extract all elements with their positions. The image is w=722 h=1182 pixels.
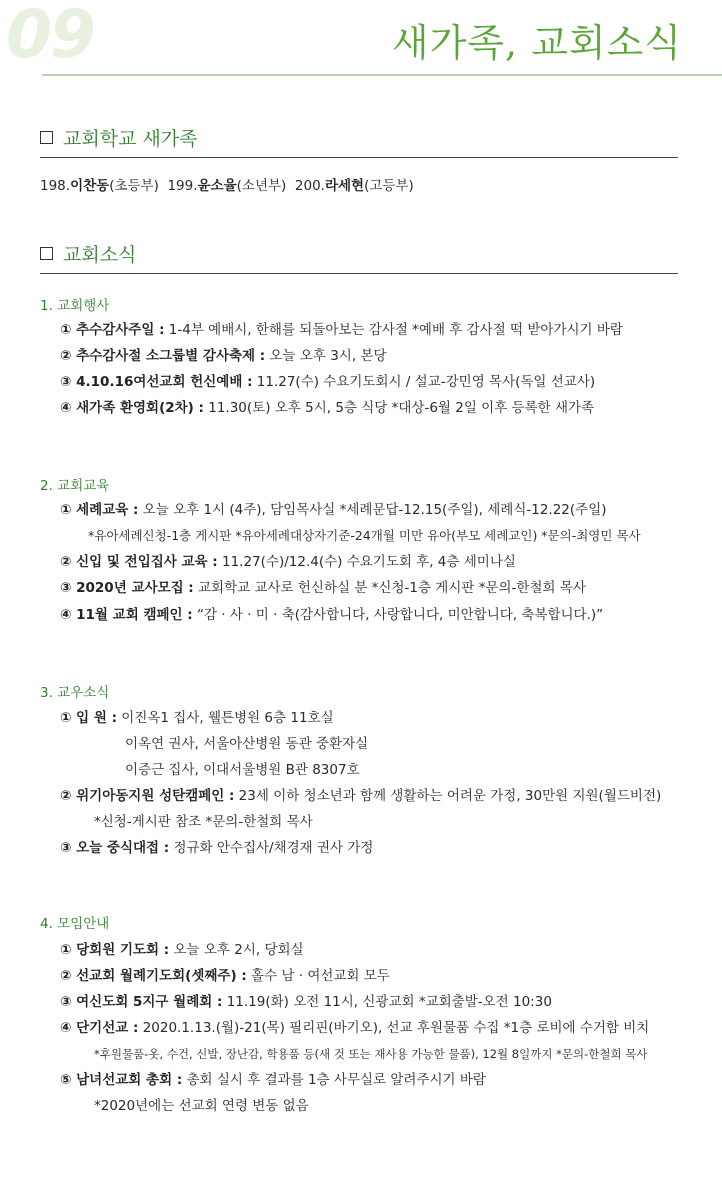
title-divider: [42, 74, 722, 76]
item-label: ② 선교회 월례기도회(셋째주) :: [60, 968, 247, 984]
member-dept: (고등부): [364, 178, 414, 194]
section-heading-news: [40, 240, 678, 274]
subsection-title-events: 1. 교회행사: [40, 298, 110, 314]
meeting-item: [60, 1070, 486, 1090]
item-text: 11.27(수)/12.4(수) 수요기도회 후, 4층 세미나실: [217, 554, 516, 570]
event-item: [60, 372, 595, 392]
education-item: [60, 552, 516, 572]
member-dept: (초등부): [109, 178, 159, 194]
event-item: [60, 346, 387, 366]
newfamily-list: [40, 176, 414, 196]
member-no: 200.: [294, 178, 325, 194]
subsection-title-members: 3. 교우소식: [40, 685, 110, 701]
item-label: ⑤ 남녀선교회 총회 :: [60, 1072, 183, 1088]
meeting-note: *후원물품-옷, 수건, 신발, 장난감, 학용품 등(새 것 또는 재사용 가능한 물품), 12월 8일까지 *문의-한철희 목사: [94, 1047, 648, 1061]
item-label: ② 추수감사절 소그룹별 감사축제 :: [60, 348, 266, 364]
education-item: [60, 500, 607, 520]
item-label: ② 위기아동지원 성탄캠페인 :: [60, 788, 235, 804]
item-text: 11.19(화) 오전 11시, 신광교회 *교회출발-오전 10:30: [222, 994, 552, 1010]
item-text: 오늘 오후 2시, 당회실: [169, 942, 304, 958]
item-text: 교회학교 교사로 헌신하실 분 *신청-1층 게시판 *문의-한철희 목사: [193, 580, 586, 596]
meeting-item: [60, 966, 390, 986]
page-number: 09: [6, 0, 94, 73]
checkbox-square-icon: [40, 131, 53, 144]
meeting-note: *2020년에는 선교회 연령 변동 없음: [94, 1098, 309, 1114]
item-label: ④ 단기선교 :: [60, 1020, 139, 1036]
item-label: ③ 오늘 중식대접 :: [60, 840, 170, 856]
education-note: *유아세례신청-1층 게시판 *유아세례대상자기준-24개월 미만 유아(부모 세례교인) *문의-최영민 목사: [88, 528, 641, 543]
item-text: 11.27(수) 수요기도회시 / 설교-강민영 목사(독일 선교사): [252, 374, 596, 390]
member-name: 라세현: [324, 178, 365, 194]
meeting-item: [60, 992, 552, 1012]
page-title: 새가족, 교회소식: [391, 21, 682, 65]
item-text: 2020.1.13.(월)-21(목) 필리핀(바기오), 선교 후원물품 수집 *1층 로비에 수거함 비치: [138, 1020, 650, 1036]
item-text: 정규화 안수집사/채경재 권사 가정: [169, 840, 374, 856]
subsection-title-education: 2. 교회교육: [40, 478, 110, 494]
item-text: 홀수 남 · 여선교회 모두: [246, 968, 390, 984]
item-label: ① 입 원 :: [60, 710, 118, 726]
item-label: ① 당회원 기도회 :: [60, 942, 170, 958]
member-no: 198.: [40, 178, 71, 194]
section-title: 교회학교 새가족: [63, 128, 198, 150]
checkbox-square-icon: [40, 247, 53, 260]
item-label: ③ 2020년 교사모집 :: [60, 580, 194, 596]
item-label: ② 신입 및 전입집사 교육 :: [60, 554, 218, 570]
event-item: [60, 398, 594, 418]
member-item: [60, 708, 334, 728]
item-label: ③ 4.10.16여선교회 헌신예배 :: [60, 374, 253, 390]
item-label: ④ 새가족 환영회(2차) :: [60, 400, 204, 416]
item-text: “감 · 사 · 미 · 축(감사합니다, 사랑합니다, 미안합니다, 축복합니다.)”: [192, 607, 604, 623]
member-item: [60, 786, 661, 806]
member-no: 199.: [167, 178, 198, 194]
education-item: [60, 578, 586, 598]
member-note: *신청-게시판 참조 *문의-한철희 목사: [94, 814, 313, 830]
section-heading-newfamily: [40, 124, 678, 158]
item-label: ① 추수감사주일 :: [60, 322, 165, 338]
member-item-continued: 이옥연 권사, 서울아산병원 동관 중환자실: [125, 736, 369, 752]
item-text: 23세 이하 청소년과 함께 생활하는 어려운 가정, 30만원 지원(월드비전): [234, 788, 662, 804]
member-item-continued: 이증근 집사, 이대서울병원 B관 8307호: [125, 762, 360, 778]
item-text: 1-4부 예배시, 한해를 되돌아보는 감사절 *예배 후 감사절 떡 받아가시기 바람: [164, 322, 623, 338]
education-item: [60, 605, 603, 625]
item-text: 11.30(토) 오후 5시, 5층 식당 *대상-6월 2일 이후 등록한 새가족: [203, 400, 595, 416]
item-label: ③ 여신도회 5지구 월례회 :: [60, 994, 223, 1010]
member-name: 이찬동: [70, 178, 110, 194]
item-text: 오늘 오후 3시, 본당: [265, 348, 387, 364]
meeting-item: [60, 940, 304, 960]
subsection-title-meetings: 4. 모임안내: [40, 916, 110, 932]
event-item: [60, 320, 623, 340]
item-text: 총회 실시 후 결과를 1층 사무실로 알려주시기 바람: [182, 1072, 486, 1088]
member-name: 윤소율: [197, 178, 237, 194]
item-text: 이진옥1 집사, 웰튼병원 6층 11호실: [117, 710, 334, 726]
item-text: 오늘 오후 1시 (4주), 담임목사실 *세례문답-12.15(주일), 세례식-12.22(주일): [138, 502, 607, 518]
section-title: 교회소식: [63, 244, 137, 266]
meeting-item: [60, 1018, 649, 1038]
member-item: [60, 838, 373, 858]
member-dept: (소년부): [236, 178, 287, 194]
item-label: ① 세례교육 :: [60, 502, 139, 518]
item-label: ④ 11월 교회 캠페인 :: [60, 607, 193, 623]
